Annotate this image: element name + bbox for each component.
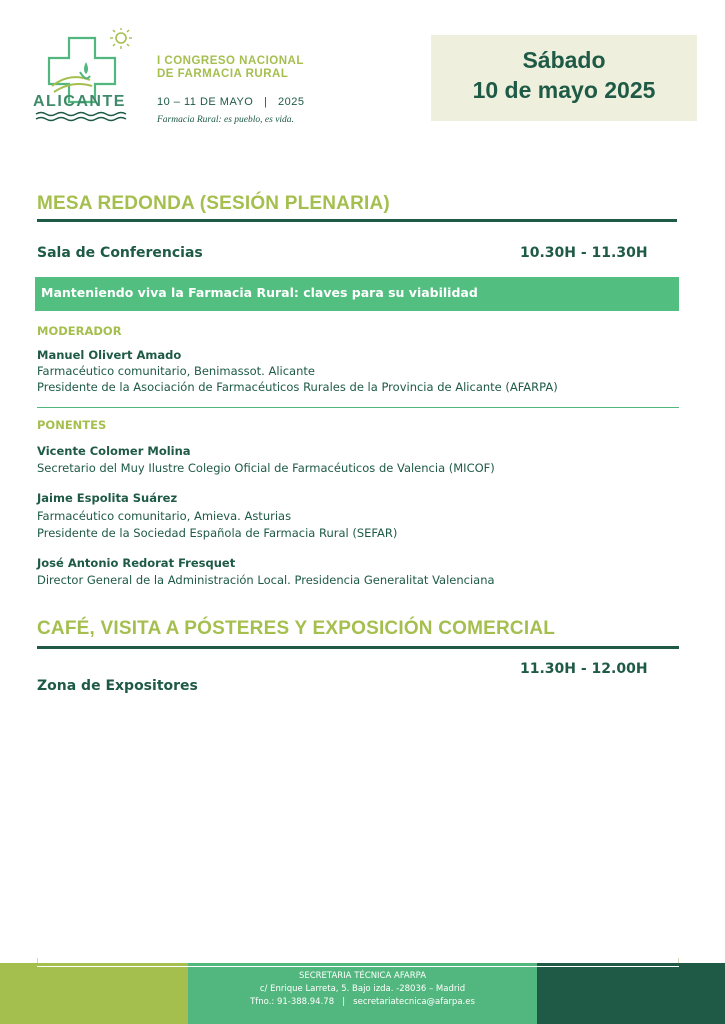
speaker-name: Vicente Colomer Molina xyxy=(37,444,191,458)
speaker-name: Jaime Espolita Suárez xyxy=(37,491,178,505)
room-label: Sala de Conferencias xyxy=(37,245,203,261)
footer-address: c/ Enrique Larreta, 5. Bajo izda. -28036 – Madrid xyxy=(259,984,466,994)
congress-title-line1: I CONGRESO NACIONAL xyxy=(157,55,304,67)
session-title: Manteniendo viva la Farmacia Rural: claves para su viabilidad xyxy=(41,285,478,300)
date-label: 10 de mayo 2025 xyxy=(472,77,656,103)
moderator-name: Manuel Olivert Amado xyxy=(37,348,182,362)
day-label: Sábado xyxy=(522,47,606,73)
section-title-coffee-break: CAFÉ, VISITA A PÓSTERES Y EXPOSICIÓN COMERCIAL xyxy=(37,618,556,639)
footer-rule xyxy=(37,966,679,967)
moderator-line1: Farmacéutico comunitario, Benimassot. Alicante xyxy=(37,364,315,378)
congress-title-line2: DE FARMACIA RURAL xyxy=(157,68,289,80)
speakers-label: PONENTES xyxy=(37,418,107,432)
time-label: 11.30H - 12.00H xyxy=(520,661,648,677)
footer-block-left xyxy=(0,963,188,1024)
footer-org: SECRETARIA TÉCNICA AFARPA xyxy=(298,971,427,981)
footer-contact: Tfno.: 91-388.94.78 | secretariatecnica@afarpa.es xyxy=(250,997,475,1007)
congress-motto: Farmacia Rural: es pueblo, es vida. xyxy=(157,115,294,125)
congress-logo xyxy=(30,28,150,126)
session-title-banner xyxy=(35,277,679,311)
speaker-line1: Farmacéutico comunitario, Amieva. Asturias xyxy=(37,509,292,523)
room-label: Zona de Expositores xyxy=(37,678,198,694)
moderator-line2: Presidente de la Asociación de Farmacéuticos Rurales de la Provincia de Alicante (AFARPA) xyxy=(37,380,558,394)
speaker-line2: Presidente de la Sociedad Española de Farmacia Rural (SEFAR) xyxy=(37,526,398,540)
sun-icon xyxy=(110,28,132,49)
date-box xyxy=(431,35,697,121)
footer-block-right xyxy=(537,963,725,1024)
congress-dates: 10 – 11 DE MAYO | 2025 xyxy=(157,96,305,108)
section-divider xyxy=(37,646,679,649)
time-label: 10.30H - 11.30H xyxy=(520,245,648,261)
section-title-round-table: MESA REDONDA (SESIÓN PLENARIA) xyxy=(37,193,390,214)
speaker-name: José Antonio Redorat Fresquet xyxy=(37,556,236,570)
section-divider xyxy=(37,219,677,222)
speaker-line1: Director General de la Administración Local. Presidencia Generalitat Valenciana xyxy=(37,573,495,587)
moderator-label: MODERADOR xyxy=(37,324,122,338)
speaker-line1: Secretario del Muy Ilustre Colegio Oficial de Farmacéuticos de Valencia (MICOF) xyxy=(37,461,495,475)
logo-city: ALICANTE xyxy=(33,93,126,110)
divider xyxy=(37,407,679,408)
